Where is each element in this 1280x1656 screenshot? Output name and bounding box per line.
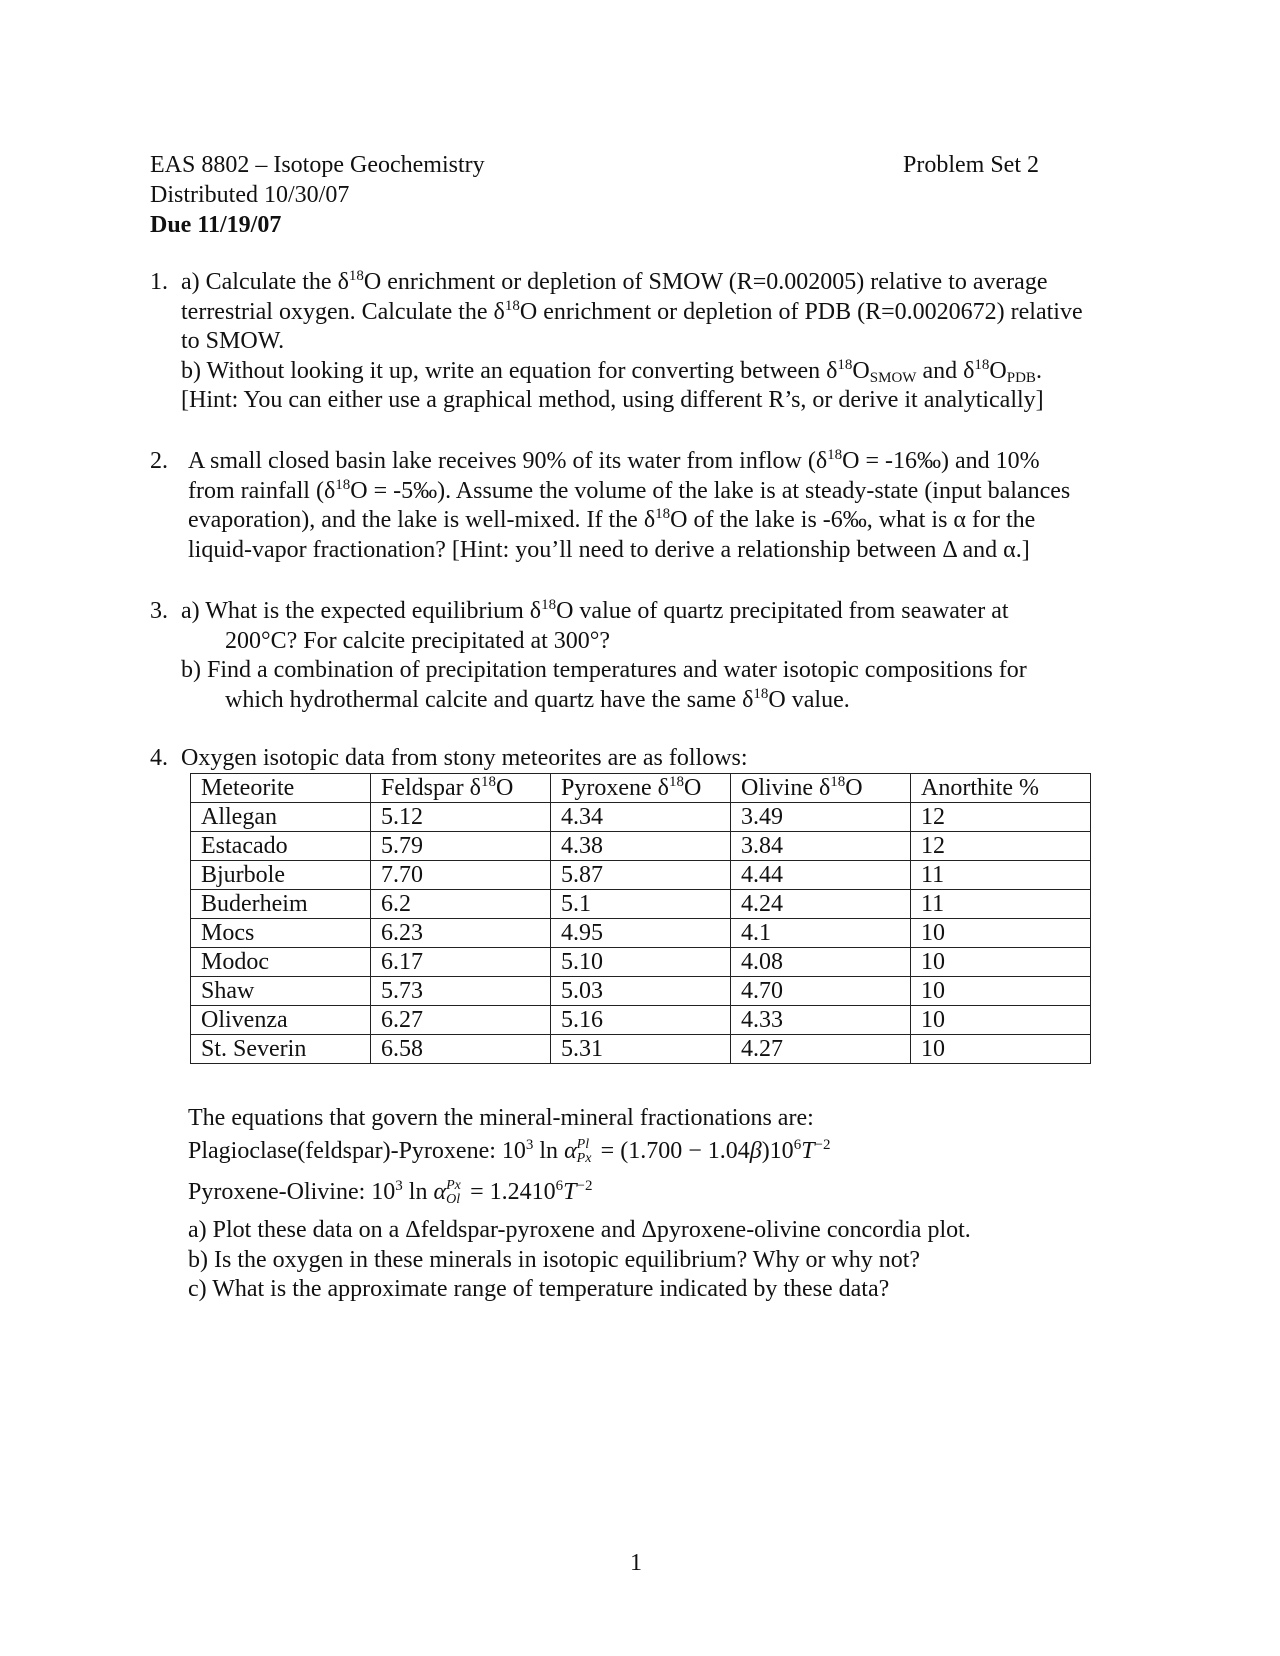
document-header [150,150,485,240]
table-cell: 6.23 [371,919,551,948]
table-cell: 3.84 [731,832,911,861]
equation-plagioclase-pyroxene: Plagioclase(feldspar)-Pyroxene: $10^3$ ln α Pl Px = $(1.700 - 1.04\beta)10^6T^{-2}$ [188,1137,831,1166]
table-cell: 5.10 [551,948,731,977]
question-number: 4. [150,745,168,771]
table-cell: 12 [911,832,1091,861]
table-cell: 5.79 [371,832,551,861]
table-cell: 5.73 [371,977,551,1006]
question-text-line: a) Calculate the $\delta^{18}O$ enrichment or depletion of SMOW (R=0.002005) relative to average [181,268,1048,295]
table-row [191,832,1091,861]
question-number: 1. [150,269,168,295]
column-header: Anorthite % [911,774,1091,803]
table-cell: 4.44 [731,861,911,890]
table-cell: 6.2 [371,890,551,919]
question-text-line: to SMOW. [181,328,285,354]
table-row [191,948,1091,977]
table-cell: Modoc [191,948,371,977]
table-cell: 4.08 [731,948,911,977]
table-cell: 4.1 [731,919,911,948]
equations-intro: The equations that govern the mineral-mineral fractionations are: [188,1105,814,1131]
table-cell: 10 [911,1006,1091,1035]
distributed-date: Distributed 10/30/07 [150,182,350,208]
table-cell: 4.70 [731,977,911,1006]
table-cell: 10 [911,948,1091,977]
equation-pyroxene-olivine: Pyroxene-Olivine: $10^3$ ln α Px Ol = $1.2410^6T^{-2}$ [188,1178,593,1207]
table-cell: 5.12 [371,803,551,832]
table-cell: 10 [911,977,1091,1006]
table-cell: 4.34 [551,803,731,832]
table-cell: Olivenza [191,1006,371,1035]
table-cell: 5.1 [551,890,731,919]
course-title: EAS 8802 – Isotope Geochemistry [150,152,485,178]
table-cell: 3.49 [731,803,911,832]
table-row [191,977,1091,1006]
column-header: Meteorite [191,774,371,803]
meteorite-data-table [190,773,1091,1064]
table-cell: 5.87 [551,861,731,890]
problem-set-label: Problem Set 2 [903,152,1039,178]
table-row [191,1035,1091,1064]
table-cell: 12 [911,803,1091,832]
column-header: Olivine $\delta^{18}O$ [731,774,911,803]
question-text-line: from rainfall ($\delta^{18}O$ = -5‰). Assume the volume of the lake is at steady-state (input balances [188,477,1071,504]
table-cell: Bjurbole [191,861,371,890]
table-cell: Mocs [191,919,371,948]
table-cell: 6.27 [371,1006,551,1035]
table-cell: Shaw [191,977,371,1006]
table-cell: Estacado [191,832,371,861]
table-cell: 5.31 [551,1035,731,1064]
page-number: 1 [630,1550,642,1576]
question-text-line: terrestrial oxygen. Calculate the $\delta^{18}O$ enrichment or depletion of PDB (R=0.0020672) relative [181,298,1083,325]
question-text-line: Oxygen isotopic data from stony meteorites are as follows: [181,745,748,771]
table-row [191,861,1091,890]
question-part-b: b) Is the oxygen in these minerals in isotopic equilibrium? Why or why not? [188,1247,921,1273]
question-text-line: a) What is the expected equilibrium $\delta^{18}O$ value of quartz precipitated from seawater at [181,597,1009,624]
table-cell: 6.58 [371,1035,551,1064]
table-cell: 10 [911,1035,1091,1064]
table-cell: Allegan [191,803,371,832]
hint-text: [Hint: You can either use a graphical method, using different R’s, or derive it analytically] [181,387,1044,413]
table-cell: 4.95 [551,919,731,948]
table-row [191,919,1091,948]
due-date: Due 11/19/07 [150,212,282,238]
table-cell: 4.24 [731,890,911,919]
table-cell: 5.03 [551,977,731,1006]
question-part-c: c) What is the approximate range of temperature indicated by these data? [188,1276,890,1302]
table-cell: 7.70 [371,861,551,890]
table-cell: Buderheim [191,890,371,919]
table-row [191,1006,1091,1035]
question-text-line: b) Find a combination of precipitation temperatures and water isotopic compositions for [181,657,1027,683]
table-cell: 4.33 [731,1006,911,1035]
question-text-line: liquid-vapor fractionation? [Hint: you’ll need to derive a relationship between Δ and α.] [188,537,1030,563]
column-header: Pyroxene $\delta^{18}O$ [551,774,731,803]
question-text-line: which hydrothermal calcite and quartz have the same $\delta^{18}O$ value. [225,686,850,713]
column-header: Feldspar $\delta^{18}O$ [371,774,551,803]
table-cell: 5.16 [551,1006,731,1035]
table-cell: 4.38 [551,832,731,861]
table-row [191,890,1091,919]
table-cell: St. Severin [191,1035,371,1064]
table-row [191,803,1091,832]
table-cell: 4.27 [731,1035,911,1064]
question-part-a: a) Plot these data on a Δfeldspar-pyroxene and Δpyroxene-olivine concordia plot. [188,1217,971,1243]
table-cell: 11 [911,890,1091,919]
question-text-line: b) Without looking it up, write an equation for converting between $\delta^{18}O_{SMOW}$ and $\delta^{18}O_{PDB}$. [181,357,1042,386]
table-cell: 6.17 [371,948,551,977]
question-text-line: evaporation), and the lake is well-mixed. If the $\delta^{18}O$ of the lake is -6‰, what is α for the [188,506,1036,533]
table-cell: 11 [911,861,1091,890]
question-text-line: A small closed basin lake receives 90% of its water from inflow ($\delta^{18}O$ = -16‰) and 10% [188,447,1040,474]
question-text-line: 200°C? For calcite precipitated at 300°? [225,628,611,654]
question-number: 3. [150,598,168,624]
table-cell: 10 [911,919,1091,948]
table-header-row [191,774,1091,803]
question-number: 2. [150,448,168,474]
